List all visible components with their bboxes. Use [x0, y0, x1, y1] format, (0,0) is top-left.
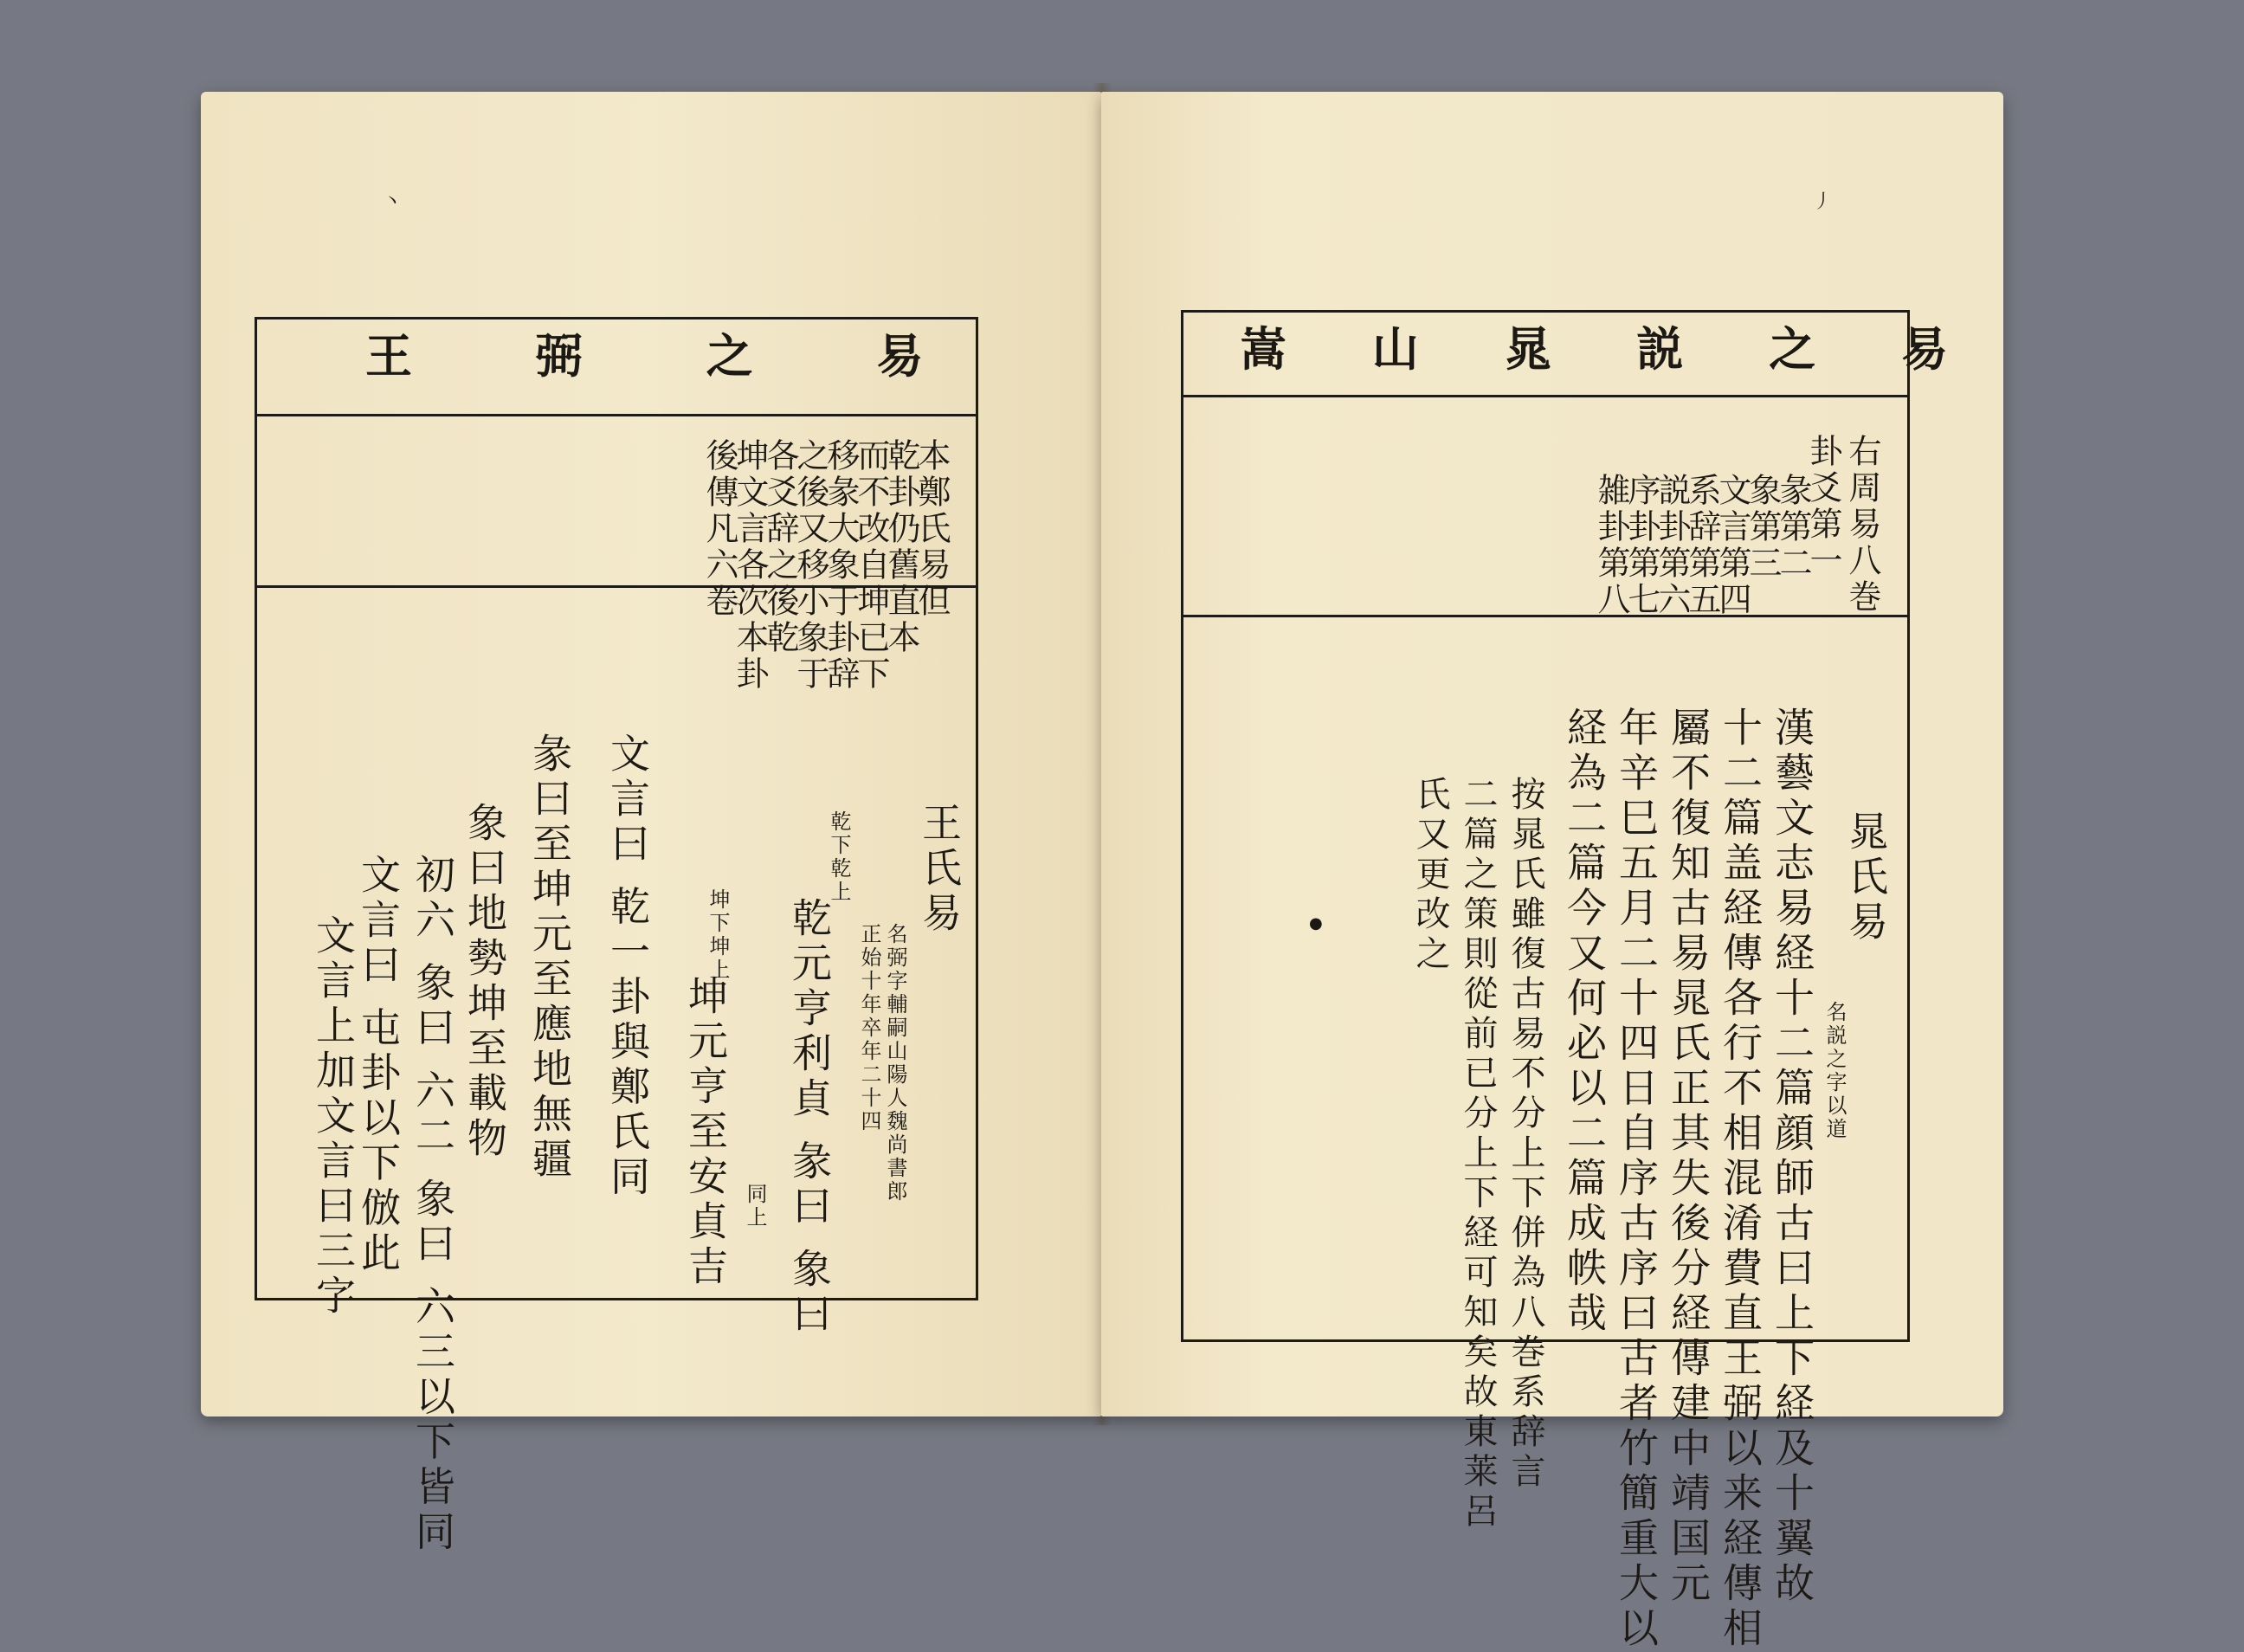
left-body-note: 名弼字輔嗣山陽人魏尚書郎: [883, 923, 907, 1204]
left-body-note: 乾下乾上: [827, 810, 851, 904]
right-body-column: 屬不復知古易晁氏正其失後分経傳建中靖国元: [1665, 707, 1712, 1607]
left-note-line: 各爻辞之後乾: [761, 438, 799, 656]
left-body-column: 乾元亨利貞 彖曰 象曰: [786, 897, 833, 1339]
left-body-note: 正始十年卒年二十四: [857, 923, 881, 1133]
right-body-note: 名説之字以道: [1822, 1001, 1847, 1141]
toc-item: 序卦第七: [1622, 473, 1660, 618]
ink-dot: ●: [1309, 914, 1323, 932]
right-body-column: 氏又更改之: [1410, 776, 1450, 975]
left-body-note: 坤下坤上: [706, 888, 730, 982]
right-page-title: 嵩 山 晁 説 之 易: [1240, 321, 1983, 377]
left-body-column: 彖曰至坤元至應地無疆: [526, 732, 573, 1183]
toc-item: 説卦第六: [1653, 473, 1691, 618]
left-page: [201, 92, 1101, 1556]
left-note-line: 之後又移小象于: [791, 438, 829, 693]
right-body-column: 年辛巳五月二十四日自序古序曰古者竹簡重大以: [1613, 707, 1660, 1652]
left-note-line: 而不改自坤已下: [852, 438, 890, 693]
left-body-column: 初六 象曰 六二 象曰 六三以下皆同: [409, 854, 456, 1556]
right-page: [1101, 92, 2003, 1652]
right-title-rule: [1181, 395, 1910, 397]
left-body-column: 文言上加文言曰三字: [310, 914, 357, 1320]
left-body-column: 文言曰 乾一卦與鄭氏同: [604, 732, 651, 1201]
left-body-column: 文言曰 屯卦以下倣此: [355, 854, 402, 1277]
corner-mark: 丿: [1813, 191, 1833, 213]
left-body-column: 象曰地勢坤至載物: [461, 802, 508, 1162]
right-body-column: 按晁氏雖復古易不分上下併為八巻系辞言: [1506, 776, 1545, 1493]
toc-item: 右周易八巻: [1843, 434, 1881, 616]
toc-item: 文言第四: [1713, 473, 1751, 618]
left-note-line: 後傳凡六卷: [700, 438, 738, 620]
left-body-note: 同上: [743, 1183, 767, 1229]
toc-item: 卦爻第一: [1804, 434, 1842, 579]
left-body-column: 坤元亨至安貞吉: [682, 975, 729, 1290]
toc-item: 雑卦第八: [1592, 473, 1630, 618]
left-note-line: 坤文言各次本卦: [731, 438, 769, 693]
right-toc-rule: [1181, 615, 1910, 617]
left-page-title: 王 弼 之 易: [365, 328, 977, 384]
left-note-line: 乾卦仍舊直本: [882, 438, 920, 656]
toc-item: 系辞第五: [1683, 473, 1721, 618]
right-body-column: 十二篇盖経傳各行不相混淆費直王弼以来経傳相: [1717, 707, 1764, 1652]
left-body-column: 王氏易: [916, 802, 963, 937]
right-body-column: 漢藝文志易経十二篇顔師古曰上下経及十翼故: [1769, 707, 1815, 1607]
toc-item: 彖第二: [1774, 473, 1812, 582]
left-title-rule: [255, 414, 978, 416]
right-body-column: 経為二篇今又何必以二篇成帙哉: [1561, 707, 1608, 1337]
left-note-line: 本鄭氏易但: [912, 438, 951, 620]
right-body-column: 晁氏易: [1842, 810, 1889, 945]
right-body-column: 二篇之策則從前已分上下経可知矣故東莱呂: [1458, 776, 1498, 1533]
left-note-line: 移彖大象于卦辞: [822, 438, 860, 693]
corner-mark: 丶: [383, 191, 403, 213]
toc-item: 象第三: [1744, 473, 1782, 582]
